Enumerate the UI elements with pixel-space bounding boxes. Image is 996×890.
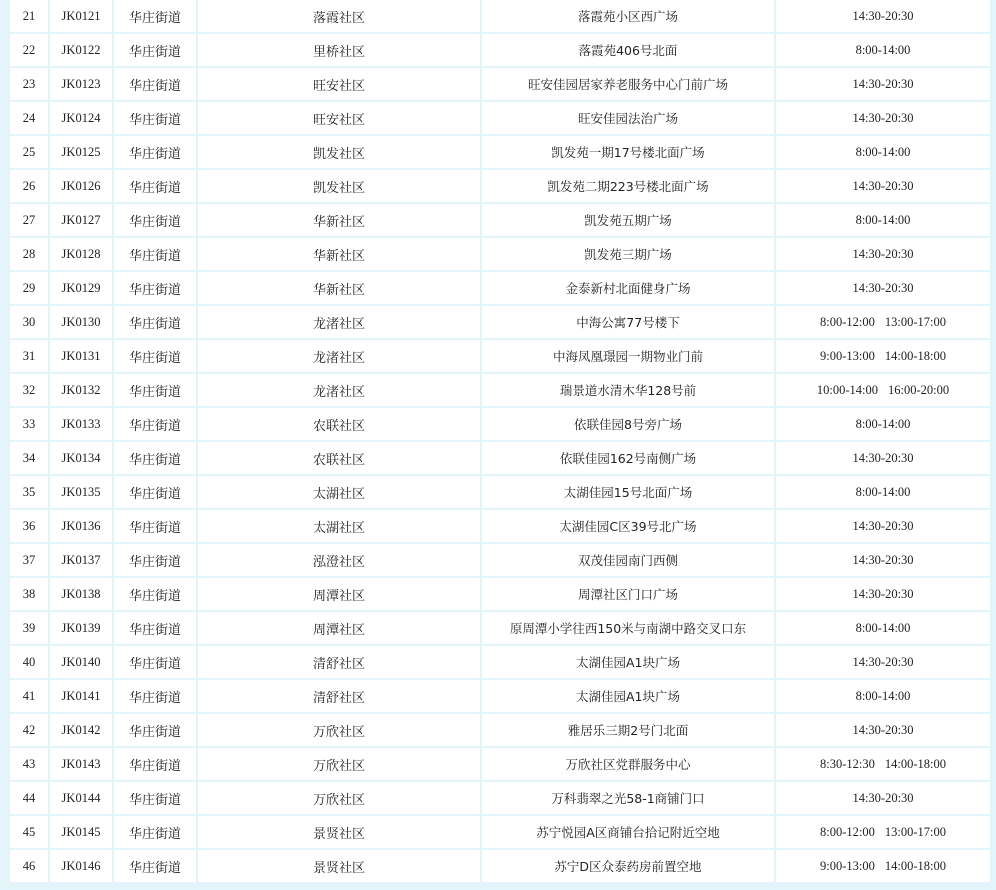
street-cell: 华庄街道 [114,408,196,440]
row-number-cell: 33 [10,408,48,440]
table-row [10,272,990,304]
time-range: 8:00-14:00 [855,416,911,431]
service-time-cell [776,680,990,712]
street-cell: 华庄街道 [114,136,196,168]
table-row [10,646,990,678]
service-time-cell [776,408,990,440]
site-code-cell: JK0125 [50,136,112,168]
service-time-cell [776,374,990,406]
location-cell: 雅居乐三期2号门北面 [482,714,774,746]
site-code-cell: JK0127 [50,204,112,236]
street-cell: 华庄街道 [114,34,196,66]
service-time-cell [776,442,990,474]
site-code-cell: JK0124 [50,102,112,134]
service-time-cell [776,68,990,100]
location-cell: 中海凤凰璟园一期物业门前 [482,340,774,372]
community-cell: 景贤社区 [198,850,480,882]
row-number-cell: 36 [10,510,48,542]
street-cell: 华庄街道 [114,748,196,780]
community-cell: 农联社区 [198,408,480,440]
service-time-cell [776,340,990,372]
service-time-cell [776,272,990,304]
time-range: 8:30-12:30 [820,756,875,771]
table-row [10,68,990,100]
table-row [10,0,990,32]
street-cell: 华庄街道 [114,680,196,712]
location-cell: 苏宁悦园A区商铺台拾记附近空地 [482,816,774,848]
time-range: 9:00-13:00 [820,348,875,363]
community-cell: 凯发社区 [198,170,480,202]
street-cell: 华庄街道 [114,340,196,372]
site-code-cell: JK0126 [50,170,112,202]
time-range: 14:00-18:00 [884,348,946,363]
street-cell: 华庄街道 [114,850,196,882]
community-cell: 华新社区 [198,272,480,304]
site-code-cell: JK0123 [50,68,112,100]
time-range: 14:30-20:30 [852,8,914,23]
community-cell: 农联社区 [198,442,480,474]
site-code-cell: JK0122 [50,34,112,66]
row-number-cell: 41 [10,680,48,712]
time-range: 14:30-20:30 [852,790,914,805]
location-cell: 金泰新村北面健身广场 [482,272,774,304]
time-range: 8:00-14:00 [855,212,911,227]
row-number-cell: 22 [10,34,48,66]
community-cell: 景贤社区 [198,816,480,848]
row-number-cell: 39 [10,612,48,644]
table-row [10,680,990,712]
time-range: 8:00-14:00 [855,620,911,635]
row-number-cell: 37 [10,544,48,576]
time-range: 14:30-20:30 [852,450,914,465]
table-row [10,170,990,202]
row-number-cell: 43 [10,748,48,780]
site-code-cell: JK0130 [50,306,112,338]
time-range: 8:00-14:00 [855,688,911,703]
time-range: 14:30-20:30 [852,552,914,567]
site-code-cell: JK0135 [50,476,112,508]
time-range: 14:30-20:30 [852,722,914,737]
row-number-cell: 46 [10,850,48,882]
table-row [10,34,990,66]
community-cell: 万欣社区 [198,714,480,746]
site-code-cell: JK0129 [50,272,112,304]
location-cell: 太湖佳园15号北面广场 [482,476,774,508]
location-cell: 旺安佳园居家养老服务中心门前广场 [482,68,774,100]
site-code-cell: JK0142 [50,714,112,746]
community-cell: 太湖社区 [198,476,480,508]
street-cell: 华庄街道 [114,442,196,474]
table-row [10,510,990,542]
row-number-cell: 25 [10,136,48,168]
table-row [10,476,990,508]
location-cell: 太湖佳园A1块广场 [482,680,774,712]
site-code-cell: JK0121 [50,0,112,32]
community-cell: 泓澄社区 [198,544,480,576]
time-range: 8:00-14:00 [855,484,911,499]
service-time-cell [776,136,990,168]
community-cell: 落霞社区 [198,0,480,32]
site-code-cell: JK0141 [50,680,112,712]
location-cell: 凯发苑二期223号楼北面广场 [482,170,774,202]
row-number-cell: 28 [10,238,48,270]
site-code-cell: JK0136 [50,510,112,542]
time-range: 14:30-20:30 [852,586,914,601]
row-number-cell: 23 [10,68,48,100]
table-row [10,442,990,474]
community-cell: 清舒社区 [198,646,480,678]
site-code-cell: JK0131 [50,340,112,372]
row-number-cell: 35 [10,476,48,508]
time-range: 8:00-12:00 [820,824,875,839]
street-cell: 华庄街道 [114,782,196,814]
row-number-cell: 38 [10,578,48,610]
community-cell: 龙渚社区 [198,374,480,406]
time-range: 14:30-20:30 [852,280,914,295]
site-code-cell: JK0143 [50,748,112,780]
row-number-cell: 30 [10,306,48,338]
service-time-cell [776,612,990,644]
time-range: 10:00-14:00 [816,382,878,397]
service-time-cell [776,782,990,814]
community-cell: 太湖社区 [198,510,480,542]
street-cell: 华庄街道 [114,578,196,610]
table-row [10,408,990,440]
table-row [10,136,990,168]
street-cell: 华庄街道 [114,272,196,304]
site-code-cell: JK0128 [50,238,112,270]
site-code-cell: JK0132 [50,374,112,406]
row-number-cell: 27 [10,204,48,236]
location-cell: 凯发苑一期17号楼北面广场 [482,136,774,168]
street-cell: 华庄街道 [114,238,196,270]
street-cell: 华庄街道 [114,646,196,678]
location-cell: 凯发苑三期广场 [482,238,774,270]
table-row [10,374,990,406]
table-row [10,612,990,644]
site-code-cell: JK0140 [50,646,112,678]
table-row [10,306,990,338]
table-row [10,748,990,780]
site-code-cell: JK0134 [50,442,112,474]
street-cell: 华庄街道 [114,476,196,508]
time-range: 14:00-18:00 [884,858,946,873]
street-cell: 华庄街道 [114,544,196,576]
row-number-cell: 21 [10,0,48,32]
location-cell: 依联佳园8号旁广场 [482,408,774,440]
street-cell: 华庄街道 [114,612,196,644]
table-row [10,578,990,610]
service-time-cell [776,102,990,134]
street-cell: 华庄街道 [114,714,196,746]
location-cell: 瑞景道水清木华128号前 [482,374,774,406]
service-time-cell [776,306,990,338]
community-cell: 周潭社区 [198,578,480,610]
time-range: 8:00-12:00 [820,314,875,329]
service-time-cell [776,578,990,610]
community-cell: 龙渚社区 [198,306,480,338]
row-number-cell: 29 [10,272,48,304]
row-number-cell: 45 [10,816,48,848]
row-number-cell: 26 [10,170,48,202]
service-time-cell [776,34,990,66]
service-time-cell [776,816,990,848]
time-range: 14:30-20:30 [852,518,914,533]
location-cell: 中海公寓77号楼下 [482,306,774,338]
site-code-cell: JK0138 [50,578,112,610]
service-time-cell [776,748,990,780]
community-cell: 旺安社区 [198,102,480,134]
table-row [10,850,990,882]
street-cell: 华庄街道 [114,816,196,848]
service-time-cell [776,850,990,882]
street-cell: 华庄街道 [114,374,196,406]
table-row [10,714,990,746]
street-cell: 华庄街道 [114,0,196,32]
site-code-cell: JK0139 [50,612,112,644]
table-body [10,0,990,882]
location-cell: 太湖佳园A1块广场 [482,646,774,678]
row-number-cell: 31 [10,340,48,372]
time-range: 14:30-20:30 [852,76,914,91]
community-cell: 凯发社区 [198,136,480,168]
community-cell: 周潭社区 [198,612,480,644]
table-row [10,102,990,134]
time-range: 14:00-18:00 [884,756,946,771]
table-row [10,340,990,372]
time-range: 16:00-20:00 [888,382,950,397]
time-range: 14:30-20:30 [852,654,914,669]
community-cell: 旺安社区 [198,68,480,100]
location-cell: 周潭社区门口广场 [482,578,774,610]
street-cell: 华庄街道 [114,306,196,338]
location-cell: 凯发苑五期广场 [482,204,774,236]
row-number-cell: 34 [10,442,48,474]
community-cell: 清舒社区 [198,680,480,712]
time-range: 8:00-14:00 [855,42,911,57]
time-range: 13:00-17:00 [884,314,946,329]
location-cell: 落霞苑406号北面 [482,34,774,66]
location-cell: 旺安佳园法治广场 [482,102,774,134]
service-time-cell [776,170,990,202]
location-cell: 太湖佳园C区39号北广场 [482,510,774,542]
time-range: 14:30-20:30 [852,178,914,193]
community-cell: 万欣社区 [198,748,480,780]
row-number-cell: 42 [10,714,48,746]
table-row [10,204,990,236]
time-range: 9:00-13:00 [820,858,875,873]
community-cell: 龙渚社区 [198,340,480,372]
site-code-cell: JK0137 [50,544,112,576]
community-cell: 里桥社区 [198,34,480,66]
service-time-cell [776,0,990,32]
testing-sites-table [8,0,992,884]
site-code-cell: JK0144 [50,782,112,814]
row-number-cell: 24 [10,102,48,134]
service-time-cell [776,646,990,678]
table-row [10,238,990,270]
street-cell: 华庄街道 [114,68,196,100]
site-code-cell: JK0146 [50,850,112,882]
location-cell: 万欣社区党群服务中心 [482,748,774,780]
street-cell: 华庄街道 [114,204,196,236]
service-time-cell [776,238,990,270]
community-cell: 万欣社区 [198,782,480,814]
street-cell: 华庄街道 [114,102,196,134]
service-time-cell [776,204,990,236]
location-cell: 双茂佳园南门西侧 [482,544,774,576]
location-cell: 苏宁D区众泰药房前置空地 [482,850,774,882]
street-cell: 华庄街道 [114,510,196,542]
location-cell: 落霞苑小区西广场 [482,0,774,32]
community-cell: 华新社区 [198,204,480,236]
row-number-cell: 32 [10,374,48,406]
table-row [10,782,990,814]
service-time-cell [776,714,990,746]
location-cell: 万科翡翠之光58-1商铺门口 [482,782,774,814]
service-time-cell [776,510,990,542]
street-cell: 华庄街道 [114,170,196,202]
site-code-cell: JK0145 [50,816,112,848]
location-cell: 依联佳园162号南侧广场 [482,442,774,474]
service-time-cell [776,476,990,508]
time-range: 8:00-14:00 [855,144,911,159]
table-row [10,544,990,576]
time-range: 13:00-17:00 [884,824,946,839]
site-code-cell: JK0133 [50,408,112,440]
time-range: 14:30-20:30 [852,110,914,125]
row-number-cell: 40 [10,646,48,678]
table-row [10,816,990,848]
location-cell: 原周潭小学往西150米与南湖中路交叉口东 [482,612,774,644]
service-time-cell [776,544,990,576]
community-cell: 华新社区 [198,238,480,270]
time-range: 14:30-20:30 [852,246,914,261]
row-number-cell: 44 [10,782,48,814]
